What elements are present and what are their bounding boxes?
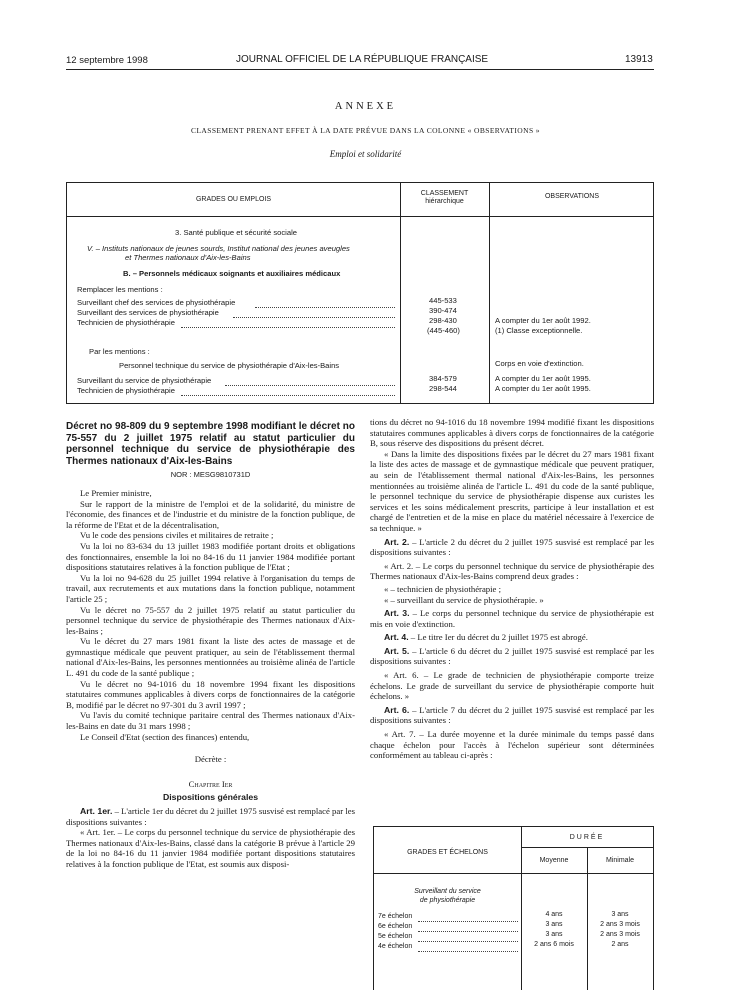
chapitre: Chapitre Ier [188, 778, 233, 789]
classement-extra: (445-460) [427, 326, 460, 335]
leader-dots [418, 941, 518, 942]
article-5-quote: « Art. 6. – Le grade de technicien de physiothérapie comporte treize échelons. Le grade de surveillant du service de physiothérapie comporte huit échelons. » [370, 670, 654, 702]
section-physiotherapie: de physiothérapie [419, 897, 476, 904]
decree-nor: NOR : MESG9810731D [170, 470, 251, 480]
paragraph: Vu le décret no 75-557 du 2 juillet 1975 relatif au statut particulier du personnel technique du service de physiothérapie des Thermes nationaux d'Aix-les-Bains ; [66, 604, 355, 636]
section-sante: 3. Santé publique et sécurité sociale [175, 228, 298, 237]
echelon-label: 4e échelon [378, 943, 413, 950]
article-4 [370, 632, 654, 643]
annexe-ministry: Emploi et solidarité [329, 149, 402, 159]
dispositions-generales: Dispositions générales [162, 792, 259, 803]
moyenne-value: 4 ans [545, 911, 563, 918]
paragraph: Le Premier ministre, [80, 487, 152, 498]
leader-dots [181, 327, 395, 328]
left-column [66, 421, 355, 870]
moyenne-value: 3 ans [545, 921, 563, 928]
observation-value: A compter du 1er août 1995. [495, 374, 591, 383]
article-2 [370, 537, 654, 558]
classement-value: 298-544 [429, 384, 457, 393]
row-technicien: Technicien de physiothérapie [77, 318, 175, 327]
paragraph: Vu le décret no 94-1016 du 18 novembre 1994 fixant les dispositions statutaires communes applicables à divers corps de fonctionnaires de la catégorie B, modifié par le décret no 97-301 du 3 avril 1997 ; [66, 678, 355, 710]
paragraph: Vu la loi no 83-634 du 13 juillet 1983 modifiée portant droits et obligations des fonctionnaires, ensemble la loi no 84-16 du 11 janvier 1984 modifiée portant dispositions statutaires relatives à la fonction publique de l'Etat ; [66, 540, 355, 573]
article-4-text: – Le titre Ier du décret du 2 juillet 1975 est abrogé. [408, 632, 588, 643]
article-3-text: – Le corps du personnel technique du service de physiothérapie est mis en voie d'extinction. [370, 608, 654, 629]
paragraph: Vu le code des pensions civiles et militaires de retraite ; [80, 530, 274, 541]
echelon-label: 7e échelon [378, 913, 413, 920]
observation-value: Corps en voie d'extinction. [495, 359, 584, 368]
paragraph: Vu le décret du 27 mars 1981 fixant la liste des actes de massage et de gymnastique médicale que peuvent pratiquer, au sein de l'établissement thermal national d'Aix-les-Bains, les personnes mentionnées au troisième alinéa de l'article L. 491 du code de la santé publique ; [66, 636, 355, 679]
annexe-subtitle: CLASSEMENT PRENANT EFFET À LA DATE PRÉVUE DANS LA COLONNE « OBSERVATIONS » [191, 126, 540, 135]
row-surveillant-chef: Surveillant chef des services de physiothérapie [77, 298, 236, 307]
personnel-label: Personnel technique du service de physiothérapie d'Aix-les-Bains [119, 361, 340, 370]
leader-dots [181, 395, 395, 396]
observation-extra: (1) Classe exceptionnelle. [495, 326, 583, 335]
header-duree: DURÉE [569, 834, 605, 841]
header-journal-title: JOURNAL OFFICIEL DE LA RÉPUBLIQUE FRANÇAISE [236, 54, 489, 65]
article-3-label: Art. 3. [384, 608, 410, 619]
classement-value: 390-474 [429, 306, 457, 315]
header-grades-echelons: GRADES ET ÉCHELONS [407, 849, 488, 856]
leader-dots [225, 385, 395, 386]
paragraph: Vu la loi no 94-628 du 25 juillet 1994 relative à l'organisation du temps de travail, aux recrutements et aux mutations dans la fonction publique, notamment l'article 25 ; [66, 572, 355, 604]
observation-value: A compter du 1er août 1992. [495, 316, 591, 325]
right-column [370, 417, 654, 761]
paragraph: Vu l'avis du comité technique paritaire central des Thermes nationaux d'Aix-les-Bains en date du 31 mars 1998 ; [66, 710, 355, 732]
moyenne-value: 3 ans [545, 931, 563, 938]
section-v-line1: V. – Instituts nationaux de jeunes sourds, Institut national des jeunes aveugles [87, 244, 350, 253]
minimale-value: 2 ans 3 mois [600, 921, 640, 928]
article-2-item: « – technicien de physiothérapie ; [384, 583, 502, 594]
echelon-label: 5e échelon [378, 933, 413, 940]
article-6-quote: « Art. 7. – La durée moyenne et la durée minimale du temps passé dans chaque échelon pour l'accès à l'échelon supérieur sont déterminées conformément au tableau ci-après : [370, 729, 654, 761]
article-6-label: Art. 6. [384, 704, 410, 715]
section-surveillant: Surveillant du service [414, 888, 481, 895]
article-2-item: « – surveillant du service de physiothérapie. » [384, 594, 544, 605]
decree-title: Décret no 98-809 du 9 septembre 1998 modifiant le décret no 75-557 du 2 juillet 1975 relatif au statut particulier du personnel technique du service de physiothérapie des Thermes nationaux d'Aix-les-Bains [66, 421, 355, 467]
paragraph: « Dans la limite des dispositions fixées par le décret du 27 mars 1981 fixant la liste des actes de massage et de gymnastique médicale que peuvent pratiquer, au sein de l'établissement thermal national d'Aix-les-Bains, les personnes mentionnées au troisième alinéa de l'article L. 491 du code de la santé publique, le personnel technique du service de physiothérapie dispense aux curistes les services et les soins médicalement prescrits, participe à leur installation et est chargé de l'entretien et de la mise en place du matériel nécessaire à l'exercice de sa technique. » [370, 448, 654, 533]
header-observations: OBSERVATIONS [544, 193, 600, 200]
article-1 [66, 806, 355, 827]
article-6 [370, 705, 654, 726]
table-header-rule [67, 216, 653, 217]
header-rule [66, 69, 654, 70]
classement-value: 384-579 [429, 374, 457, 383]
section-b: B. – Personnels médicaux soignants et auxiliaires médicaux [123, 269, 341, 278]
table-header-rule [374, 873, 653, 874]
article-5-text: – L'article 6 du décret du 2 juillet 1975 susvisé est remplacé par les dispositions suivantes : [370, 645, 654, 667]
article-3 [370, 608, 654, 629]
leader-dots [233, 317, 395, 318]
section-v-line2: et Thermes nationaux d'Aix-les-Bains [125, 253, 251, 262]
article-1-text: – L'article 1er du décret du 2 juillet 1975 susvisé est remplacé par les dispositions suivantes : [66, 806, 355, 827]
header-classement-sub: hiérarchique [425, 198, 464, 205]
header-grades: GRADES OU EMPLOIS [195, 196, 272, 203]
article-2-quote: « Art. 2. – Le corps du personnel technique du service de physiothérapie des Thermes nationaux d'Aix-les-Bains comprend deux grades : [370, 560, 654, 582]
classement-value: 445-533 [429, 296, 457, 305]
paragraph: tions du décret no 94-1016 du 18 novembre 1994 modifié fixant les dispositions statutaires communes applicables à divers corps de fonctionnaires de la catégorie B, sous réserve des dispositions du présent décret. [370, 417, 654, 449]
header-minimale: Minimale [605, 857, 634, 864]
leader-dots [418, 921, 518, 922]
minimale-value: 2 ans [611, 941, 629, 948]
header-classement: CLASSEMENT [420, 190, 469, 197]
article-2-text: – L'article 2 du décret du 2 juillet 1975 susvisé est remplacé par les dispositions suivantes : [370, 536, 654, 558]
row-technicien-b: Technicien de physiothérapie [77, 386, 175, 395]
annexe-title: ANNEXE [334, 101, 397, 112]
par-label: Par les mentions : [89, 347, 150, 356]
header-moyenne: Moyenne [539, 857, 569, 864]
paragraph: Le Conseil d'Etat (section des finances) entendu, [80, 731, 250, 742]
decrete: Décrète : [194, 754, 227, 765]
observation-value: A compter du 1er août 1995. [495, 384, 591, 393]
leader-dots [418, 951, 518, 952]
paragraph: Sur le rapport de la ministre de l'emploi et de la solidarité, du ministre de l'économie, des finances et de l'industrie et du ministre de la fonction publique, de la réforme de l'Etat et de la décentralisation, [66, 498, 355, 530]
table-header-rule [521, 847, 653, 848]
article-4-label: Art. 4. [384, 632, 409, 643]
classement-table [66, 182, 654, 404]
classement-value: 298-430 [429, 316, 457, 325]
moyenne-value: 2 ans 6 mois [534, 941, 574, 948]
article-1-quote: « Art. 1er. – Le corps du personnel technique du service de physiothérapie des Thermes nationaux d'Aix-les-Bains, classé dans la catégorie B prévue à l'article 29 de la loi no 84-16 du 11 janvier 1984 modifiée portant dispositions statutaires relatives à la fonction publique de l'Etat, est soumis aux disposi- [66, 827, 355, 869]
header-date: 12 septembre 1998 [66, 55, 148, 66]
article-5-label: Art. 5. [384, 645, 410, 656]
minimale-value: 3 ans [611, 911, 629, 918]
minimale-value: 2 ans 3 mois [600, 931, 640, 938]
table-divider [521, 827, 522, 990]
leader-dots [255, 307, 395, 308]
duree-table [373, 826, 654, 990]
article-2-label: Art. 2. [384, 536, 410, 547]
header-page-number: 13913 [625, 54, 653, 65]
row-surveillant: Surveillant des services de physiothérapie [77, 308, 219, 317]
article-1-label: Art. 1er. [80, 806, 113, 816]
remplacer-label: Remplacer les mentions : [77, 285, 163, 294]
article-5 [370, 646, 654, 667]
echelon-label: 6e échelon [378, 923, 413, 930]
row-surveillant-service: Surveillant du service de physiothérapie [77, 376, 212, 385]
leader-dots [418, 931, 518, 932]
table-divider [587, 847, 588, 990]
article-6-text: – L'article 7 du décret du 2 juillet 1975 susvisé est remplacé par les dispositions suivantes : [370, 704, 654, 726]
